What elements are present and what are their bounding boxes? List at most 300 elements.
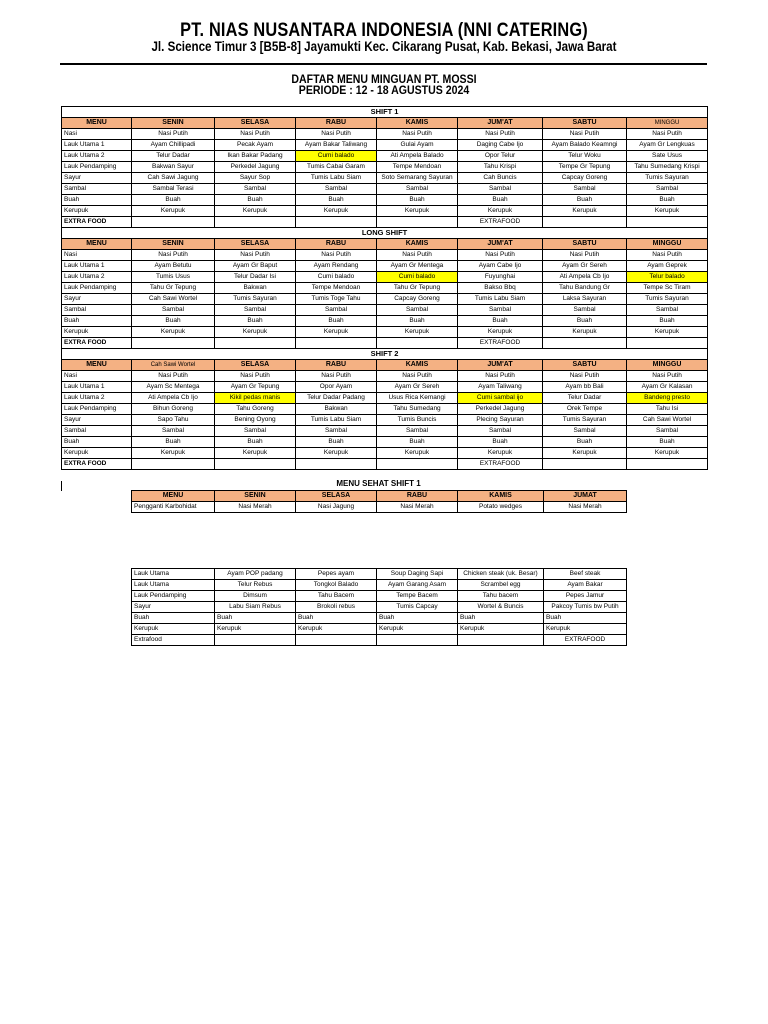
column-header: SELASA: [215, 118, 296, 129]
menu-cell: Gulai Ayam: [377, 140, 458, 151]
menu-cell: Nasi Putih: [543, 250, 627, 261]
menu-cell: Sambal: [377, 184, 458, 195]
menu-cell: Tempe Mendoan: [377, 162, 458, 173]
menu-cell: Sambal: [543, 184, 627, 195]
menu-cell: Nasi Putih: [543, 371, 627, 382]
menu-cell: Nasi Putih: [296, 129, 377, 140]
menu-cell: Nasi Putih: [627, 250, 708, 261]
menu-cell: Buah: [296, 195, 377, 206]
lauk-cell: Wortel & Buncis: [458, 602, 544, 613]
menu-row: [62, 173, 708, 184]
row-label: Buah: [132, 613, 215, 624]
menu-cell: Tumis Sayuran: [543, 415, 627, 426]
menu-cell: Buah: [543, 437, 627, 448]
menu-cell: Sambal: [458, 426, 543, 437]
menu-cell: Tahu Sumedang Krispi: [627, 162, 708, 173]
menu-cell: Kerupuk: [215, 206, 296, 217]
menu-cell: Tempe Mendoan: [296, 283, 377, 294]
menu-cell: Kerupuk: [543, 448, 627, 459]
menu-cell: Sambal: [543, 305, 627, 316]
column-header-row: [62, 239, 708, 250]
menu-row: [62, 371, 708, 382]
menu-cell: Buah: [377, 195, 458, 206]
menu-cell: Ayam Betutu: [132, 261, 215, 272]
menu-cell: Buah: [543, 195, 627, 206]
menu-cell: Buah: [132, 316, 215, 327]
menu-cell: Kerupuk: [377, 448, 458, 459]
row-label: Sambal: [62, 426, 132, 437]
menu-row: [62, 261, 708, 272]
menu-cell: Cumi balado: [377, 272, 458, 283]
menu-cell: Ayam Gr Sereh: [543, 261, 627, 272]
menu-sehat-table: [131, 490, 627, 513]
extra-food-label: EXTRA FOOD: [62, 338, 132, 349]
menu-cell: Daging Cabe Ijo: [458, 140, 543, 151]
menu-cell: Cah Buncis: [458, 173, 543, 184]
menu-cell: Nasi Putih: [132, 371, 215, 382]
extra-food-value: EXTRAFOOD: [458, 338, 543, 349]
menu-cell: Tumis Labu Siam: [296, 173, 377, 184]
empty-cell: [627, 217, 708, 228]
lauk-cell: Buah: [296, 613, 377, 624]
menu-cell: Nasi Putih: [296, 250, 377, 261]
lauk-cell: Kerupuk: [296, 624, 377, 635]
column-header: SABTU: [543, 239, 627, 250]
lauk-cell: Ayam Garang Asam: [377, 580, 458, 591]
menu-cell: Capcay Goreng: [377, 294, 458, 305]
menu-row: [62, 393, 708, 404]
menu-cell: Ayam Gr Lengkuas: [627, 140, 708, 151]
menu-cell: Telur balado: [627, 272, 708, 283]
row-label: Lauk Utama 2: [62, 151, 132, 162]
column-header: MENU: [62, 360, 132, 371]
lauk-cell: Ayam POP padang: [215, 569, 296, 580]
lauk-cell: Kerupuk: [458, 624, 544, 635]
lauk-row: [132, 613, 627, 624]
row-label: Kerupuk: [62, 206, 132, 217]
menu-cell: Kerupuk: [377, 206, 458, 217]
menu-row: [62, 437, 708, 448]
menu-cell: Sambal: [627, 184, 708, 195]
menu-cell: Opor Ayam: [296, 382, 377, 393]
menu-cell: Ayam Cabe Ijo: [458, 261, 543, 272]
menu-row: [62, 404, 708, 415]
lauk-cell: Pepes Jamur: [544, 591, 627, 602]
menu-cell: Ayam bb Bali: [543, 382, 627, 393]
menu-cell: Nasi Putih: [377, 371, 458, 382]
menu-cell: Bakwan: [296, 404, 377, 415]
extra-food-value: EXTRAFOOD: [458, 459, 543, 470]
sehat-row: [132, 502, 627, 513]
menu-cell: Ayam Gr Mentega: [377, 261, 458, 272]
menu-cell: Ati Ampela Cb Ijo: [132, 393, 215, 404]
menu-cell: Sambal: [377, 305, 458, 316]
menu-cell: Buah: [458, 195, 543, 206]
menu-row: [62, 206, 708, 217]
menu-cell: Nasi Putih: [215, 371, 296, 382]
menu-row: [62, 184, 708, 195]
menu-cell: Nasi Putih: [627, 129, 708, 140]
menu-cell: Nasi Putih: [458, 250, 543, 261]
menu-cell: Opor Telur: [458, 151, 543, 162]
menu-cell: Kerupuk: [627, 327, 708, 338]
menu-cell: Nasi Putih: [458, 371, 543, 382]
menu-cell: Sambal: [458, 305, 543, 316]
column-header: RABU: [296, 360, 377, 371]
column-header: MENU: [62, 118, 132, 129]
menu-cell: Bakwan Sayur: [132, 162, 215, 173]
extra-food-row: [62, 338, 708, 349]
menu-cell: Buah: [296, 316, 377, 327]
weekly-menu-table: [61, 106, 708, 470]
sehat-header-row: [132, 491, 627, 502]
empty-cell: [377, 635, 458, 646]
menu-row: [62, 305, 708, 316]
empty-cell: [377, 338, 458, 349]
empty-cell: [627, 459, 708, 470]
menu-cell: Kerupuk: [543, 206, 627, 217]
lauk-cell: Pakcoy Tumis bw Putih: [544, 602, 627, 613]
menu-cell: Kerupuk: [296, 206, 377, 217]
section-title: SHIFT 1: [62, 107, 708, 118]
menu-cell: Cah Sawi Wortel: [627, 415, 708, 426]
menu-cell: Telur Dadar Padang: [296, 393, 377, 404]
menu-cell: Ayam Balado Keamngi: [543, 140, 627, 151]
section-title: SHIFT 2: [62, 349, 708, 360]
menu-cell: Tumis Labu Siam: [296, 415, 377, 426]
lauk-cell: Buah: [215, 613, 296, 624]
menu-row: [62, 415, 708, 426]
menu-cell: Buah: [215, 437, 296, 448]
row-label: Lauk Utama 1: [62, 261, 132, 272]
empty-cell: [458, 635, 544, 646]
column-header: SENIN: [132, 239, 215, 250]
empty-cell: [215, 217, 296, 228]
column-header: JUM'AT: [458, 118, 543, 129]
menu-cell: Buah: [377, 437, 458, 448]
column-header: SABTU: [543, 360, 627, 371]
company-title: PT. NIAS NUSANTARA INDONESIA (NNI CATERING): [180, 20, 588, 41]
menu-cell: Sambal: [132, 305, 215, 316]
empty-cell: [215, 635, 296, 646]
menu-cell: Sambal: [627, 305, 708, 316]
empty-cell: [377, 459, 458, 470]
sehat-cell: Nasi Merah: [215, 502, 296, 513]
menu-cell: Telur Dadar: [543, 393, 627, 404]
lauk-cell: Tahu bacem: [458, 591, 544, 602]
row-label: Lauk Pendamping: [62, 162, 132, 173]
sehat-cell: Nasi Jagung: [296, 502, 377, 513]
lauk-cell: Soup Daging Sapi: [377, 569, 458, 580]
row-label: Lauk Pendamping: [132, 591, 215, 602]
menu-cell: Nasi Putih: [132, 250, 215, 261]
column-header: JUM'AT: [458, 360, 543, 371]
menu-row: [62, 140, 708, 151]
menu-cell: Nasi Putih: [215, 129, 296, 140]
lauk-cell: Buah: [458, 613, 544, 624]
row-label: Lauk Pendamping: [62, 404, 132, 415]
menu-cell: Kerupuk: [627, 206, 708, 217]
lauk-cell: Scrambel egg: [458, 580, 544, 591]
menu-cell: Tumis Sayuran: [627, 294, 708, 305]
extra-food-row: [132, 635, 627, 646]
menu-cell: Nasi Putih: [215, 250, 296, 261]
lauk-cell: Buah: [544, 613, 627, 624]
row-label: Lauk Utama 2: [62, 272, 132, 283]
lauk-cell: Buah: [377, 613, 458, 624]
menu-cell: Tahu Gr Tepung: [132, 283, 215, 294]
menu-cell: Kerupuk: [458, 448, 543, 459]
sehat-cell: Nasi Merah: [377, 502, 458, 513]
menu-cell: Tahu Bandung Gr: [543, 283, 627, 294]
menu-cell: Sapo Tahu: [132, 415, 215, 426]
extra-food-label: Extrafood: [132, 635, 215, 646]
menu-cell: Ayam Rendang: [296, 261, 377, 272]
extra-food-row: [62, 217, 708, 228]
empty-cell: [543, 459, 627, 470]
menu-cell: Nasi Putih: [627, 371, 708, 382]
extra-food-value: EXTRAFOOD: [544, 635, 627, 646]
menu-cell: Tumis Usus: [132, 272, 215, 283]
menu-cell: Kerupuk: [377, 327, 458, 338]
menu-cell: Buah: [215, 316, 296, 327]
menu-cell: Nasi Putih: [132, 129, 215, 140]
menu-cell: Sambal: [215, 426, 296, 437]
menu-cell: Kerupuk: [215, 448, 296, 459]
column-header: KAMIS: [377, 118, 458, 129]
header-divider: [60, 63, 707, 65]
menu-cell: Nasi Putih: [296, 371, 377, 382]
column-header-row: [62, 360, 708, 371]
menu-cell: Tumis Labu Siam: [458, 294, 543, 305]
menu-cell: Tahu Sumedang: [377, 404, 458, 415]
menu-cell: Pecak Ayam: [215, 140, 296, 151]
column-header: MINGGU: [627, 360, 708, 371]
column-header: MINGGU: [627, 239, 708, 250]
menu-cell: Kerupuk: [132, 448, 215, 459]
lauk-cell: Kerupuk: [377, 624, 458, 635]
row-label: Sambal: [62, 184, 132, 195]
empty-cell: [132, 459, 215, 470]
extra-food-label: EXTRA FOOD: [62, 459, 132, 470]
sehat-cell: Nasi Merah: [544, 502, 627, 513]
menu-cell: Buah: [132, 437, 215, 448]
row-label: Sambal: [62, 305, 132, 316]
menu-cell: Perkedel Jagung: [458, 404, 543, 415]
extra-food-row: [62, 459, 708, 470]
menu-cell: Perkedel Jagung: [215, 162, 296, 173]
company-address: Jl. Science Timur 3 [B5B-8] Jayamukti Kec. Cikarang Pusat, Kab. Bekasi, Jawa Barat: [151, 39, 617, 54]
menu-cell: Buah: [132, 195, 215, 206]
menu-cell: Bandeng presto: [627, 393, 708, 404]
menu-cell: Ayam Sc Mentega: [132, 382, 215, 393]
sehat-column-header: SELASA: [296, 491, 377, 502]
menu-cell: Sambal: [215, 184, 296, 195]
menu-cell: Tahu Goreng: [215, 404, 296, 415]
row-label: Lauk Utama: [132, 569, 215, 580]
lauk-row: [132, 580, 627, 591]
sehat-column-header: MENU: [132, 491, 215, 502]
menu-row: [62, 426, 708, 437]
column-header: SENIN: [132, 118, 215, 129]
menu-cell: Ati Ampela Balado: [377, 151, 458, 162]
menu-cell: Tahu Isi: [627, 404, 708, 415]
menu-cell: Sambal Terasi: [132, 184, 215, 195]
menu-cell: Nasi Putih: [377, 250, 458, 261]
menu-row: [62, 272, 708, 283]
empty-cell: [215, 338, 296, 349]
row-label: Buah: [62, 195, 132, 206]
row-label: Lauk Utama 1: [62, 382, 132, 393]
row-label: Sayur: [62, 173, 132, 184]
column-header: JUM'AT: [458, 239, 543, 250]
menu-cell: Cumi balado: [296, 272, 377, 283]
lauk-cell: Brokoli rebus: [296, 602, 377, 613]
menu-cell: Buah: [296, 437, 377, 448]
menu-cell: Laksa Sayuran: [543, 294, 627, 305]
menu-cell: Sambal: [377, 426, 458, 437]
empty-cell: [296, 338, 377, 349]
menu-cell: Telur Dadar: [132, 151, 215, 162]
menu-cell: Buah: [215, 195, 296, 206]
menu-cell: Tumis Cabai Garam: [296, 162, 377, 173]
lauk-row: [132, 591, 627, 602]
menu-cell: Kerupuk: [296, 448, 377, 459]
menu-cell: Kerupuk: [132, 206, 215, 217]
menu-row: [62, 448, 708, 459]
empty-cell: [296, 635, 377, 646]
menu-cell: Bening Oyong: [215, 415, 296, 426]
menu-cell: Ayam Gr Tepung: [215, 382, 296, 393]
menu-cell: Telur Woku: [543, 151, 627, 162]
row-label: Nasi: [62, 371, 132, 382]
menu-cell: Buah: [377, 316, 458, 327]
menu-cell: Tempe Sc Tiram: [627, 283, 708, 294]
menu-cell: Kerupuk: [296, 327, 377, 338]
menu-sehat-lauk-table: [131, 568, 627, 646]
row-label: Kerupuk: [62, 448, 132, 459]
menu-cell: Ikan Bakar Padang: [215, 151, 296, 162]
lauk-cell: Tempe Bacem: [377, 591, 458, 602]
lauk-cell: Telur Rebus: [215, 580, 296, 591]
menu-cell: Tahu Gr Tepung: [377, 283, 458, 294]
menu-sehat-title: MENU SEHAT SHIFT 1: [336, 479, 421, 488]
sehat-column-header: JUMAT: [544, 491, 627, 502]
menu-cell: Sambal: [296, 426, 377, 437]
menu-cell: Cumi sambal ijo: [458, 393, 543, 404]
section-title: LONG SHIFT: [62, 228, 708, 239]
column-header-row: [62, 118, 708, 129]
menu-cell: Nasi Putih: [377, 129, 458, 140]
menu-cell: Buah: [458, 316, 543, 327]
empty-cell: [377, 217, 458, 228]
menu-cell: Nasi Putih: [458, 129, 543, 140]
row-label: Sayur: [62, 415, 132, 426]
menu-cell: Sambal: [296, 305, 377, 316]
menu-cell: Ayam Bakar Taliwang: [296, 140, 377, 151]
row-label: Nasi: [62, 129, 132, 140]
sehat-column-header: SENIN: [215, 491, 296, 502]
menu-cell: Sate Usus: [627, 151, 708, 162]
column-header: Cah Sawi Wortel: [132, 360, 215, 371]
menu-cell: Ayam Gr Baput: [215, 261, 296, 272]
menu-cell: Buah: [458, 437, 543, 448]
row-label: Lauk Pendamping: [62, 283, 132, 294]
menu-cell: Ayam Chillipadi: [132, 140, 215, 151]
menu-cell: Kikil pedas manis: [215, 393, 296, 404]
menu-cell: Cah Sawi Wortel: [132, 294, 215, 305]
lauk-cell: Dimsum: [215, 591, 296, 602]
column-header: SELASA: [215, 360, 296, 371]
column-header: SELASA: [215, 239, 296, 250]
menu-row: [62, 382, 708, 393]
menu-cell: Plecing Sayuran: [458, 415, 543, 426]
menu-row: [62, 195, 708, 206]
menu-cell: Buah: [627, 437, 708, 448]
lauk-cell: Labu Siam Rebus: [215, 602, 296, 613]
row-label: Lauk Utama: [132, 580, 215, 591]
menu-cell: Kerupuk: [543, 327, 627, 338]
menu-row: [62, 283, 708, 294]
row-label: Pengganti Karbohidat: [132, 502, 215, 513]
lauk-row: [132, 624, 627, 635]
menu-cell: Kerupuk: [627, 448, 708, 459]
lauk-cell: Kerupuk: [544, 624, 627, 635]
menu-cell: Sambal: [296, 184, 377, 195]
menu-cell: Cah Sawi Jagung: [132, 173, 215, 184]
section-title-row: [62, 228, 708, 239]
menu-cell: Tumis Toge Tahu: [296, 294, 377, 305]
menu-cell: Kerupuk: [458, 327, 543, 338]
empty-cell: [296, 459, 377, 470]
sehat-column-header: KAMIS: [458, 491, 544, 502]
row-label: Lauk Utama 1: [62, 140, 132, 151]
column-header: RABU: [296, 239, 377, 250]
section-title-row: [62, 349, 708, 360]
column-header: MINGGU: [627, 118, 708, 129]
empty-cell: [132, 338, 215, 349]
menu-cell: Telur Dadar Isi: [215, 272, 296, 283]
menu-cell: Sambal: [543, 426, 627, 437]
menu-row: [62, 250, 708, 261]
menu-cell: Soto Semarang Sayuran: [377, 173, 458, 184]
empty-cell: [215, 459, 296, 470]
empty-cell: [543, 338, 627, 349]
menu-cell: Nasi Putih: [543, 129, 627, 140]
menu-cell: Orek Tempe: [543, 404, 627, 415]
lauk-row: [132, 602, 627, 613]
column-header: KAMIS: [377, 239, 458, 250]
text-cursor-mark: [61, 481, 62, 491]
menu-row: [62, 129, 708, 140]
row-label: Nasi: [62, 250, 132, 261]
menu-cell: Sambal: [215, 305, 296, 316]
menu-cell: Usus Rica Kemangi: [377, 393, 458, 404]
menu-cell: Sambal: [458, 184, 543, 195]
menu-cell: Tempe Gr Tepung: [543, 162, 627, 173]
empty-cell: [627, 338, 708, 349]
menu-cell: Tumis Buncis: [377, 415, 458, 426]
lauk-cell: Tongkol Balado: [296, 580, 377, 591]
empty-cell: [296, 217, 377, 228]
row-label: Kerupuk: [132, 624, 215, 635]
column-header: RABU: [296, 118, 377, 129]
menu-cell: Ayam Gr Sereh: [377, 382, 458, 393]
menu-cell: Tahu Krispi: [458, 162, 543, 173]
sehat-column-header: RABU: [377, 491, 458, 502]
menu-row: [62, 316, 708, 327]
empty-cell: [543, 217, 627, 228]
